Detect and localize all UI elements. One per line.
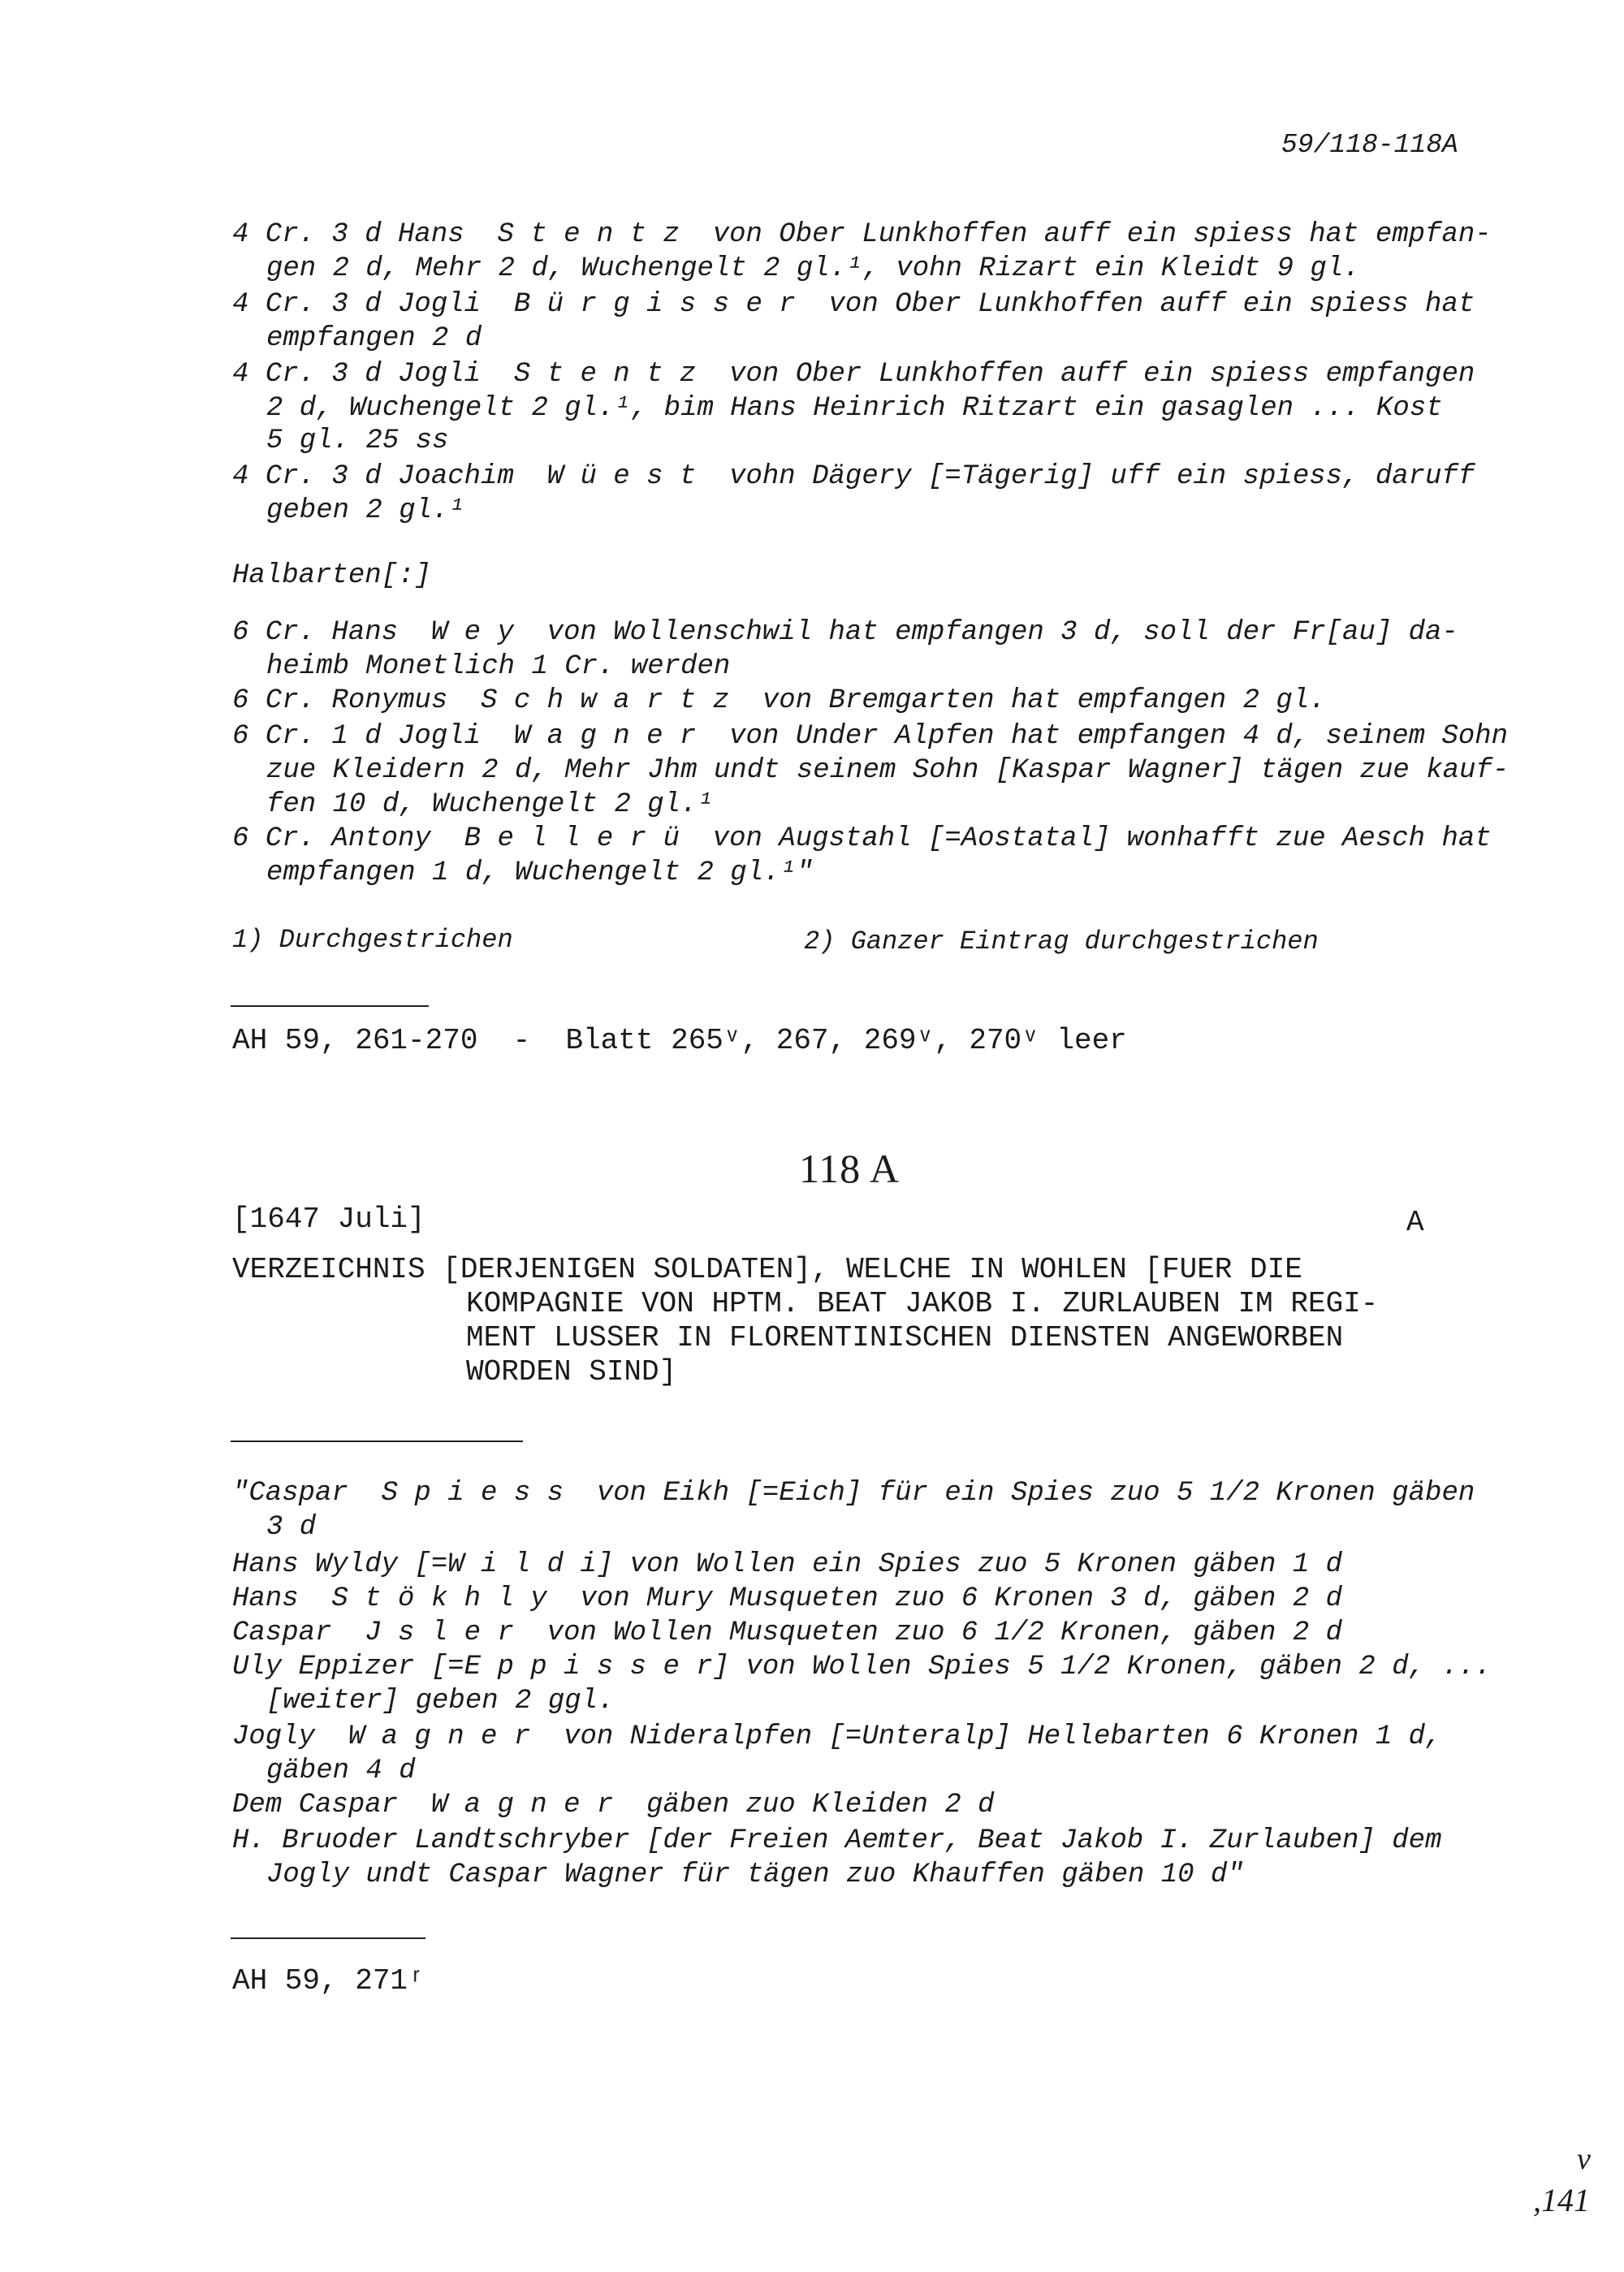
text-line: empfangen 2 d bbox=[266, 323, 482, 354]
text-line: "Caspar S p i e s s von Eikh [=Eich] für ein Spies zuo 5 1/2 Kronen gäben bbox=[232, 1478, 1475, 1509]
text-line: 2 d, Wuchengelt 2 gl.¹, bim Hans Heinrich Ritzart ein gasaglen ... Kost bbox=[266, 393, 1443, 424]
text-line: [weiter] geben 2 ggl. bbox=[266, 1686, 615, 1717]
text-line: 3 d bbox=[266, 1512, 317, 1543]
text-line: 5 gl. 25 ss bbox=[266, 425, 449, 456]
divider bbox=[231, 1005, 429, 1007]
divider bbox=[231, 1937, 425, 1939]
entry-title-line: WORDEN SIND] bbox=[466, 1355, 677, 1389]
text-line: Dem Caspar W a g n e r gäben zuo Kleiden 2 d bbox=[232, 1790, 995, 1821]
text-line: 6 Cr. Antony B e l l e r ü von Augstahl [=Aostatal] wonhafft zue Aesch hat bbox=[232, 823, 1492, 854]
divider bbox=[231, 1441, 523, 1442]
text-line: geben 2 gl.¹ bbox=[266, 495, 465, 526]
entry-title-line: VERZEICHNIS [DERJENIGEN SOLDATEN], WELCHE IN WOHLEN [FUER DIE bbox=[232, 1253, 1302, 1286]
page-reference: 59/118-118A bbox=[1281, 130, 1458, 160]
text-line: 6 Cr. 1 d Jogli W a g n e r von Under Alpfen hat empfangen 4 d, seinem Sohn bbox=[232, 721, 1509, 752]
source-reference: AH 59, 271ʳ bbox=[232, 1964, 425, 1998]
text-line: gen 2 d, Mehr 2 d, Wuchengelt 2 gl.¹, vohn Rizart ein Kleidt 9 gl. bbox=[266, 253, 1360, 284]
text-line: Hans Wyldy [=W i l d i] von Wollen ein Spies zuo 5 Kronen gäben 1 d bbox=[232, 1549, 1343, 1580]
text-line: Jogly W a g n e r von Nideralpfen [=Unteralp] Hellebarten 6 Kronen 1 d, bbox=[232, 1721, 1442, 1752]
text-line: Hans S t ö k h l y von Mury Musqueten zuo 6 Kronen 3 d, gäben 2 d bbox=[232, 1583, 1343, 1614]
subheading: Halbarten[:] bbox=[232, 560, 431, 591]
footnote: 2) Ganzer Eintrag durchgestrichen bbox=[804, 927, 1319, 957]
handwritten-page-number: ,141 bbox=[1533, 2182, 1590, 2218]
handwritten-mark: v bbox=[1577, 2142, 1591, 2176]
text-line: 4 Cr. 3 d Joachim W ü e s t vohn Dägery [=Tägerig] uff ein spiess, daruff bbox=[232, 461, 1475, 492]
text-line: 6 Cr. Hans W e y von Wollenschwil hat empfangen 3 d, soll der Fr[au] da- bbox=[232, 617, 1458, 648]
text-line: heimb Monetlich 1 Cr. werden bbox=[266, 651, 731, 682]
text-line: H. Bruoder Landtschryber [der Freien Aemter, Beat Jakob I. Zurlauben] dem bbox=[232, 1825, 1442, 1856]
entry-date: [1647 Juli] bbox=[232, 1203, 425, 1236]
text-line: 4 Cr. 3 d Jogli B ü r g i s s e r von Ober Lunkhoffen auff ein spiess hat bbox=[232, 289, 1475, 320]
entry-title-line: MENT LUSSER IN FLORENTINISCHEN DIENSTEN ANGEWORBEN bbox=[466, 1321, 1344, 1354]
text-line: 6 Cr. Ronymus S c h w a r t z von Bremgarten hat empfangen 2 gl. bbox=[232, 685, 1326, 716]
text-line: Uly Eppizer [=E p p i s s e r] von Wollen Spies 5 1/2 Kronen, gäben 2 d, ... bbox=[232, 1652, 1492, 1682]
footnote: 1) Durchgestrichen bbox=[232, 925, 513, 955]
text-line: zue Kleidern 2 d, Mehr Jhm undt seinem Sohn [Kaspar Wagner] tägen zue kauf- bbox=[266, 755, 1510, 786]
text-line: 4 Cr. 3 d Jogli S t e n t z von Ober Lunkhoffen auff ein spiess empfangen bbox=[232, 359, 1475, 390]
text-line: Jogly undt Caspar Wagner für tägen zuo Khauffen gäben 10 d" bbox=[266, 1859, 1244, 1890]
text-line: gäben 4 d bbox=[266, 1756, 416, 1786]
entry-number: 118 A bbox=[799, 1146, 900, 1191]
entry-letter: A bbox=[1406, 1206, 1424, 1239]
entry-title-line: KOMPAGNIE VON HPTM. BEAT JAKOB I. ZURLAUBEN IM REGI- bbox=[466, 1287, 1379, 1320]
text-line: 4 Cr. 3 d Hans S t e n t z von Ober Lunkhoffen auff ein spiess hat empfan- bbox=[232, 219, 1492, 250]
text-line: Caspar J s l e r von Wollen Musqueten zuo 6 1/2 Kronen, gäben 2 d bbox=[232, 1618, 1343, 1648]
source-reference: AH 59, 261-270 - Blatt 265ᵛ, 267, 269ᵛ, 270ᵛ leer bbox=[232, 1024, 1127, 1057]
text-line: fen 10 d, Wuchengelt 2 gl.¹ bbox=[266, 789, 714, 820]
text-line: empfangen 1 d, Wuchengelt 2 gl.¹" bbox=[266, 857, 814, 888]
